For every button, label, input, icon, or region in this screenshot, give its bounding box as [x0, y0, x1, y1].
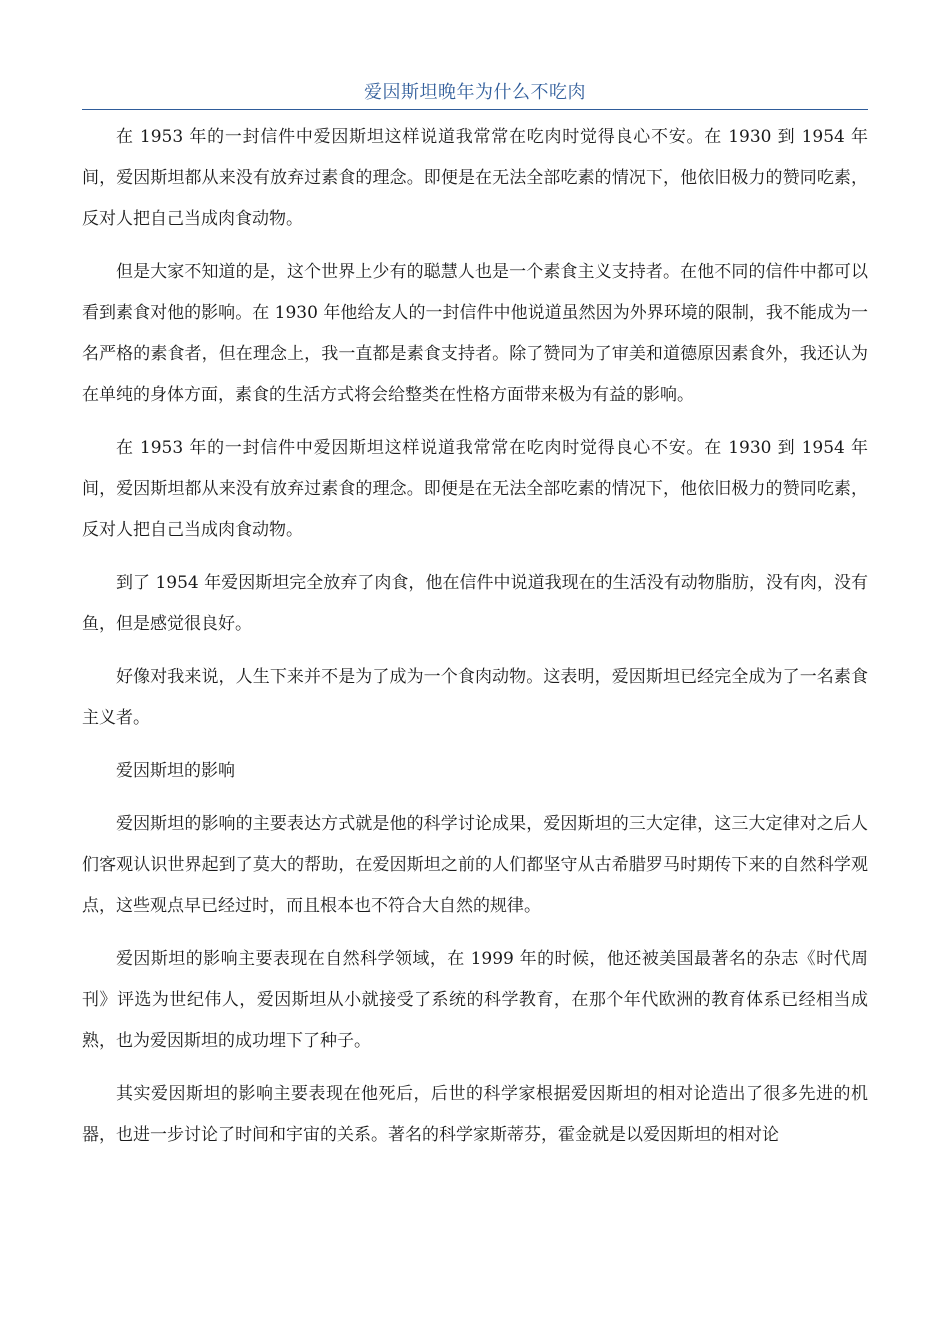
page-header: [82, 78, 868, 110]
paragraph-7: 爱因斯坦的影响主要表现在自然科学领域，在 1999 年的时候，他还被美国最著名的杂志《时代周刊》评选为世纪伟人，爱因斯坦从小就接受了系统的科学教育，在那个年代欧洲的教育体系已经相当成熟，也为爱因斯坦的成功埋下了种子。: [82, 949, 868, 1051]
paragraph-3: 在 1953 年的一封信件中爱因斯坦这样说道我常常在吃肉时觉得良心不安。在 1930 到 1954 年间，爱因斯坦都从来没有放弃过素食的理念。即便是在无法全部吃素的情况下，他依旧极力的赞同吃素，反对人把自己当成肉食动物。: [82, 438, 868, 540]
paragraph-6: 爱因斯坦的影响的主要表达方式就是他的科学讨论成果，爱因斯坦的三大定律，这三大定律对之后人们客观认识世界起到了莫大的帮助，在爱因斯坦之前的人们都坚守从古希腊罗马时期传下来的自然科学观点，这些观点早已经过时，而且根本也不符合大自然的规律。: [82, 814, 868, 916]
paragraph-5: 好像对我来说，人生下来并不是为了成为一个食肉动物。这表明，爱因斯坦已经完全成为了一名素食主义者。: [82, 667, 868, 728]
paragraph-4: 到了 1954 年爱因斯坦完全放弃了肉食，他在信件中说道我现在的生活没有动物脂肪，没有肉，没有鱼，但是感觉很良好。: [82, 573, 868, 634]
paragraph-1: 在 1953 年的一封信件中爱因斯坦这样说道我常常在吃肉时觉得良心不安。在 1930 到 1954 年间，爱因斯坦都从来没有放弃过素食的理念。即便是在无法全部吃素的情况下，他依旧极力的赞同吃素，反对人把自己当成肉食动物。: [82, 127, 868, 229]
paragraph-8: 其实爱因斯坦的影响主要表现在他死后，后世的科学家根据爱因斯坦的相对论造出了很多先进的机器，也进一步讨论了时间和宇宙的关系。著名的科学家斯蒂芬，霍金就是以爱因斯坦的相对论: [82, 1084, 868, 1145]
section-heading: 爱因斯坦的影响: [116, 761, 235, 781]
article-body: [82, 117, 868, 1168]
paragraph-2: 但是大家不知道的是，这个世界上少有的聪慧人也是一个素食主义支持者。在他不同的信件中都可以看到素食对他的影响。在 1930 年他给友人的一封信件中他说道虽然因为外界环境的限制，我不能成为一名严格的素食者，但在理念上，我一直都是素食支持者。除了赞同为了审美和道德原因素食外，我还认为在单纯的身体方面，素食的生活方式将会给整类在性格方面带来极为有益的影响。: [82, 262, 868, 405]
page-title: 爱因斯坦晚年为什么不吃肉: [364, 82, 586, 103]
